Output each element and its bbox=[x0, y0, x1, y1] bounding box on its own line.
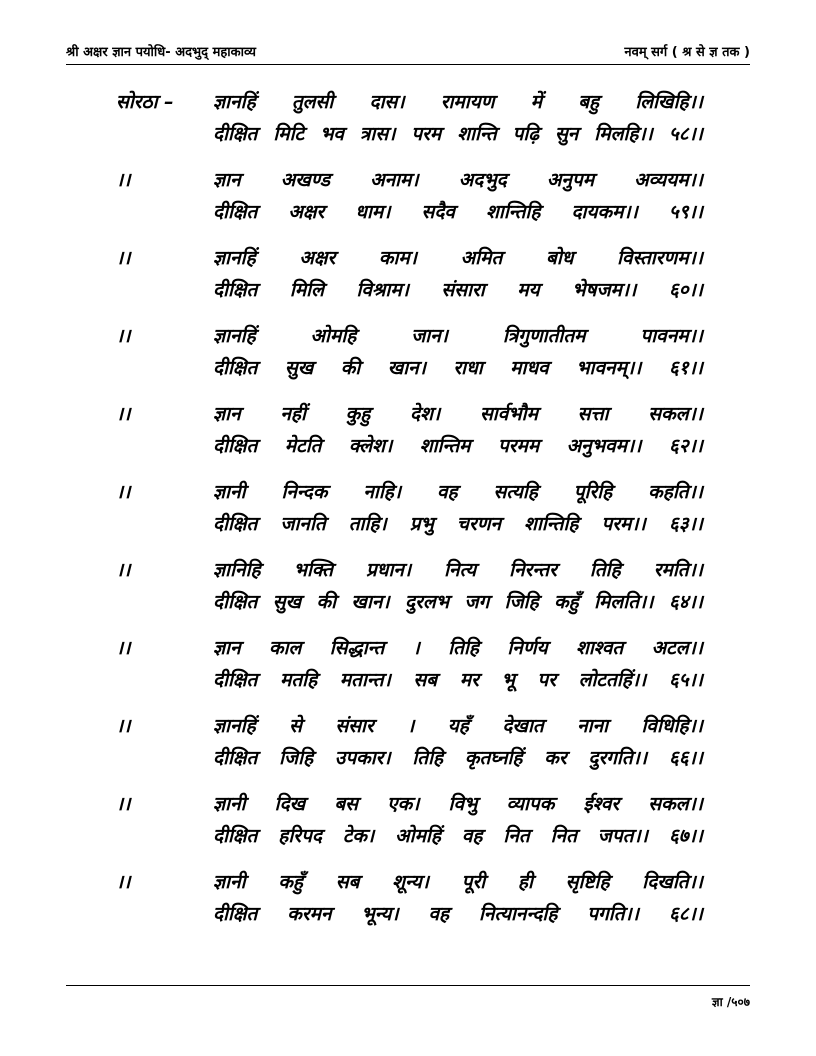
verse-line-1: ज्ञानी निन्दक नाहि। वह सत्यहि पूरिहि कहति।। bbox=[213, 481, 703, 503]
verse-65 bbox=[0, 632, 816, 710]
verse-line-1: ज्ञान अखण्ड अनाम। अदभुद अनुपम अव्ययम।। bbox=[213, 169, 703, 191]
verse-line-1: ज्ञानहिं तुलसी दास। रामायण में बहु लिखिहि।। bbox=[213, 91, 703, 113]
verse-line-1: ज्ञानी दिख बस एक। विभु व्यापक ईश्वर सकल।। bbox=[213, 793, 703, 815]
verse-label: ।। bbox=[116, 403, 131, 425]
verse-61 bbox=[0, 320, 816, 398]
verse-line-2: दीक्षित सुख की खान। दुरलभ जग जिहि कहुँ मिलति।। ६४।। bbox=[213, 591, 703, 613]
verse-label: ।। bbox=[116, 169, 131, 191]
verse-64 bbox=[0, 554, 816, 632]
verse-label: ।। bbox=[116, 715, 131, 737]
section-title: नवम् सर्ग ( श्र से ज्ञ तक ) bbox=[624, 45, 750, 60]
verse-line-2: दीक्षित सुख की खान। राधा माधव भावनम्।। ६१।। bbox=[213, 357, 703, 379]
footer-divider bbox=[66, 985, 750, 986]
verse-line-1: ज्ञान काल सिद्धान्त । तिहि निर्णय शाश्वत अटल।। bbox=[213, 637, 703, 659]
book-title: श्री अक्षर ज्ञान पयोधि- अदभुद् महाकाव्य bbox=[66, 45, 256, 60]
verse-66 bbox=[0, 710, 816, 788]
verse-label: ।। bbox=[116, 637, 131, 659]
verse-label: ।। bbox=[116, 871, 131, 893]
verse-line-2: दीक्षित मेटति क्लेश। शान्तिम परमम अनुभवम।। ६२।। bbox=[213, 435, 703, 457]
verse-line-2: दीक्षित मिटि भव त्रास। परम शान्ति पढ़ि सुन मिलहि।। ५८।। bbox=[213, 123, 703, 145]
verse-58 bbox=[0, 86, 816, 164]
verse-line-2: दीक्षित मिलि विश्राम। संसारा मय भेषजम।। ६०।। bbox=[213, 279, 703, 301]
verse-line-2: दीक्षित अक्षर धाम। सदैव शान्तिहि दायकम।। ५९।। bbox=[213, 201, 703, 223]
verse-label: ।। bbox=[116, 793, 131, 815]
verse-62 bbox=[0, 398, 816, 476]
verse-63 bbox=[0, 476, 816, 554]
verse-line-2: दीक्षित मतहि मतान्त। सब मर भू पर लोटतहिं।। ६५।। bbox=[213, 669, 703, 691]
verse-line-1: ज्ञानिहि भक्ति प्रधान। नित्य निरन्तर तिहि रमति।। bbox=[213, 559, 703, 581]
verse-line-2: दीक्षित हरिपद टेक। ओमहिं वह नित नित जपत।। ६७।। bbox=[213, 825, 703, 847]
verse-line-2: दीक्षित करमन भून्य। वह नित्यानन्दहि पगति।। ६८।। bbox=[213, 903, 703, 925]
verse-line-1: ज्ञानहिं ओमहि जान। त्रिगुणातीतम पावनम।। bbox=[213, 325, 703, 347]
verse-59 bbox=[0, 164, 816, 242]
verse-label: सोरठा – bbox=[116, 91, 174, 113]
verse-label: ।। bbox=[116, 559, 131, 581]
verse-list bbox=[0, 86, 816, 944]
page-number: ज्ञा /५०७ bbox=[711, 995, 750, 1009]
verse-line-2: दीक्षित जिहि उपकार। तिहि कृतघ्नहिं कर दुरगति।। ६६।। bbox=[213, 747, 703, 769]
verse-label: ।। bbox=[116, 325, 131, 347]
verse-line-1: ज्ञान नहीं कुहु देश। सार्वभौम सत्ता सकल।। bbox=[213, 403, 703, 425]
verse-line-1: ज्ञानहिं अक्षर काम। अमित बोध विस्तारणम।। bbox=[213, 247, 703, 269]
header-divider bbox=[66, 64, 750, 65]
verse-label: ।। bbox=[116, 481, 131, 503]
verse-60 bbox=[0, 242, 816, 320]
verse-label: ।। bbox=[116, 247, 131, 269]
verse-67 bbox=[0, 788, 816, 866]
page-header bbox=[66, 40, 750, 62]
verse-68 bbox=[0, 866, 816, 944]
verse-line-2: दीक्षित जानति ताहि। प्रभु चरणन शान्तिहि परम।। ६३।। bbox=[213, 513, 703, 535]
verse-line-1: ज्ञानी कहुँ सब शून्य। पूरी ही सृष्टिहि दिखति।। bbox=[213, 871, 703, 893]
verse-line-1: ज्ञानहिं से संसार । यहँ देखात नाना विधिहि।। bbox=[213, 715, 703, 737]
